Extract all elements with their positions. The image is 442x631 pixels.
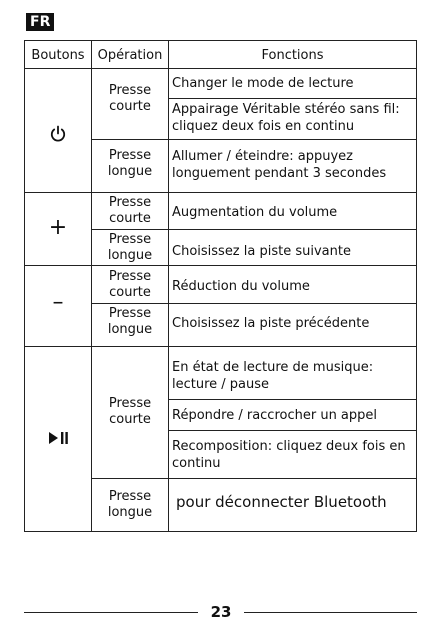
function-text: Recomposition: cliquez deux fois en continu [172,439,406,471]
function-text: Réduction du volume [172,279,310,294]
page-number: 23 [210,603,232,621]
function-text: Répondre / raccrocher un appel [172,408,378,423]
operation-long-press: Presse longue [107,306,153,337]
operation-long-press: Presse longue [107,232,153,263]
header-buttons: Boutons [31,48,85,63]
operation-long-press: Presse longue [107,489,153,520]
operation-short-press: Presse courte [108,396,152,427]
function-text: Allumer / éteindre: appuyez longuement pendant 3 secondes [172,149,387,181]
play-pause-icon [25,429,91,447]
operation-short-press: Presse courte [108,83,152,114]
header-functions: Fonctions [261,48,324,63]
footer-rule-left [24,612,198,613]
function-text: En état de lecture de musique: lecture / pause [172,360,374,392]
function-text: Changer le mode de lecture [172,76,354,91]
operation-short-press: Presse courte [108,269,152,300]
minus-icon: – [52,289,64,315]
language-badge: FR [26,13,54,31]
operation-long-press: Presse longue [107,148,153,179]
function-text: Appairage Véritable stéréo sans fil: cliquez deux fois en continu [172,102,400,134]
operation-short-press: Presse courte [108,195,152,226]
header-operation: Opération [97,48,163,63]
power-icon [25,120,91,148]
function-text: Choisissez la piste précédente [172,316,370,331]
function-text: Choisissez la piste suivante [172,244,351,259]
function-text: pour déconnecter Bluetooth [176,493,387,511]
function-text: Augmentation du volume [172,205,338,220]
button-functions-table [24,40,417,532]
plus-icon: + [48,214,68,240]
footer-rule-right [244,612,417,613]
